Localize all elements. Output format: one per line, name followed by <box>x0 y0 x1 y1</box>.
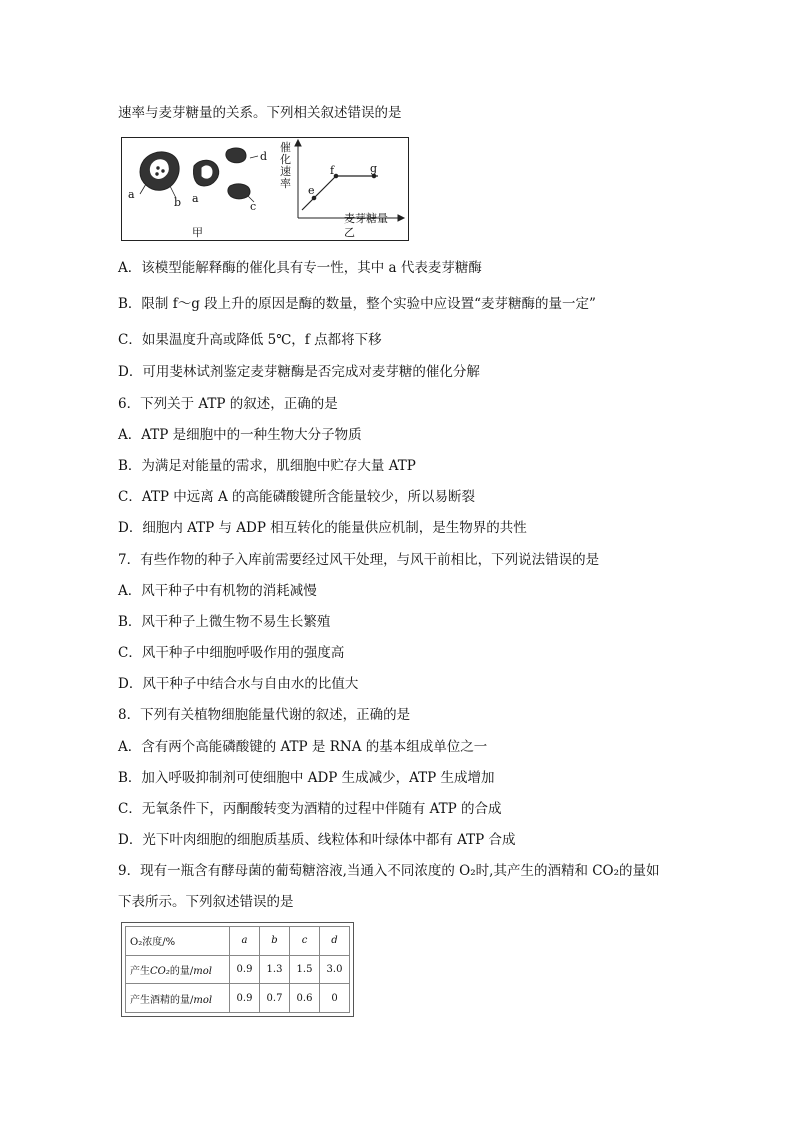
point-e: e <box>308 184 315 197</box>
q9-stem-line1: 9．现有一瓶含有酵母菌的葡萄糖溶液,当通入不同浓度的 O₂时,其产生的酒精和 CO₂的量如 <box>118 863 660 879</box>
q8-option-b: B．加入呼吸抑制剂可使细胞中 ADP 生成减少，ATP 生成增加 <box>118 770 495 786</box>
enzyme-figure <box>121 137 409 241</box>
row-label-var: CO₂ <box>150 965 170 977</box>
q8-stem: 8．下列有关植物细胞能量代谢的叙述，正确的是 <box>118 707 411 723</box>
row-label-unit: mol <box>193 965 212 977</box>
table-cell: 0.7 <box>260 984 290 1013</box>
q7-option-b: B．风干种子上微生物不易生长繁殖 <box>118 614 331 630</box>
row-label-post: 的量/ <box>169 965 194 977</box>
q5-option-c: C．如果温度升高或降低 5℃，f 点都将下移 <box>118 332 382 348</box>
table-header-cell: b <box>260 927 290 956</box>
table-cell: 0.9 <box>230 984 260 1013</box>
q5-option-a: A．该模型能解释酶的催化具有专一性，其中 a 代表麦芽糖酶 <box>118 260 482 276</box>
table-header-cell: a <box>230 927 260 956</box>
label-a2: a <box>192 192 199 205</box>
yi-label: 乙 <box>344 226 355 239</box>
table-row-label <box>126 955 230 984</box>
label-a1: a <box>128 188 135 201</box>
q6-option-b: B．为满足对能量的需求，肌细胞中贮存大量 ATP <box>118 458 416 474</box>
table-header-cell: c <box>290 927 320 956</box>
q7-option-a: A．风干种子中有机物的消耗减慢 <box>118 583 317 599</box>
row-label-pre: 产生酒精的量/ <box>130 994 194 1006</box>
data-table <box>125 926 350 1013</box>
rate-chart <box>295 140 404 221</box>
y-axis-label: 催化速率 <box>280 141 291 190</box>
q7-option-c: C．风干种子中细胞呼吸作用的强度高 <box>118 645 345 661</box>
q8-option-a: A．含有两个高能磷酸键的 ATP 是 RNA 的基本组成单位之一 <box>118 739 488 755</box>
enzyme-substrate-model <box>140 148 258 202</box>
table-cell: 1.3 <box>260 955 290 984</box>
table-row <box>126 955 350 984</box>
label-b: b <box>174 196 182 209</box>
row-label-unit: mol <box>193 994 213 1006</box>
q6-option-a: A．ATP 是细胞中的一种生物大分子物质 <box>118 427 362 443</box>
table-cell: 1.5 <box>290 955 320 984</box>
label-d: d <box>260 150 268 163</box>
q9-stem-line2: 下表所示。下列叙述错误的是 <box>118 894 294 910</box>
table-cell: 0.6 <box>290 984 320 1013</box>
point-g: g <box>370 162 378 175</box>
table-header-cell: d <box>320 927 350 956</box>
q7-option-d: D．风干种子中结合水与自由水的比值大 <box>118 676 359 692</box>
q8-option-c: C．无氧条件下，丙酮酸转变为酒精的过程中伴随有 ATP 的合成 <box>118 801 502 817</box>
o2-table <box>121 922 354 1017</box>
intro-text: 速率与麦芽糖量的关系。下列相关叙述错误的是 <box>118 105 402 121</box>
label-c: c <box>250 200 257 213</box>
table-cell: 3.0 <box>320 955 350 984</box>
row-label-pre: 产生 <box>130 965 150 977</box>
table-header-cell: O₂浓度/% <box>126 927 230 956</box>
q6-option-d: D．细胞内 ATP 与 ADP 相互转化的能量供应机制，是生物界的共性 <box>118 520 527 536</box>
q8-option-d: D．光下叶肉细胞的细胞质基质、线粒体和叶绿体中都有 ATP 合成 <box>118 832 516 848</box>
table-row-label <box>126 984 230 1013</box>
table-row <box>126 984 350 1013</box>
table-cell: 0 <box>320 984 350 1013</box>
table-header-row <box>126 927 350 956</box>
q6-option-c: C．ATP 中远离 A 的高能磷酸键所含能量较少，所以易断裂 <box>118 489 476 505</box>
q5-option-b: B．限制 f～g 段上升的原因是酶的数量，整个实验中应设置“麦芽糖酶的量一定” <box>118 296 596 312</box>
point-f: f <box>330 164 335 177</box>
jia-label: 甲 <box>192 226 203 239</box>
q6-stem: 6．下列关于 ATP 的叙述，正确的是 <box>118 396 338 412</box>
table-cell: 0.9 <box>230 955 260 984</box>
q5-option-d: D．可用斐林试剂鉴定麦芽糖酶是否完成对麦芽糖的催化分解 <box>118 364 480 380</box>
q7-stem: 7．有些作物的种子入库前需要经过风干处理，与风干前相比，下列说法错误的是 <box>118 552 600 568</box>
x-axis-label: 麦芽糖量 <box>344 212 388 225</box>
